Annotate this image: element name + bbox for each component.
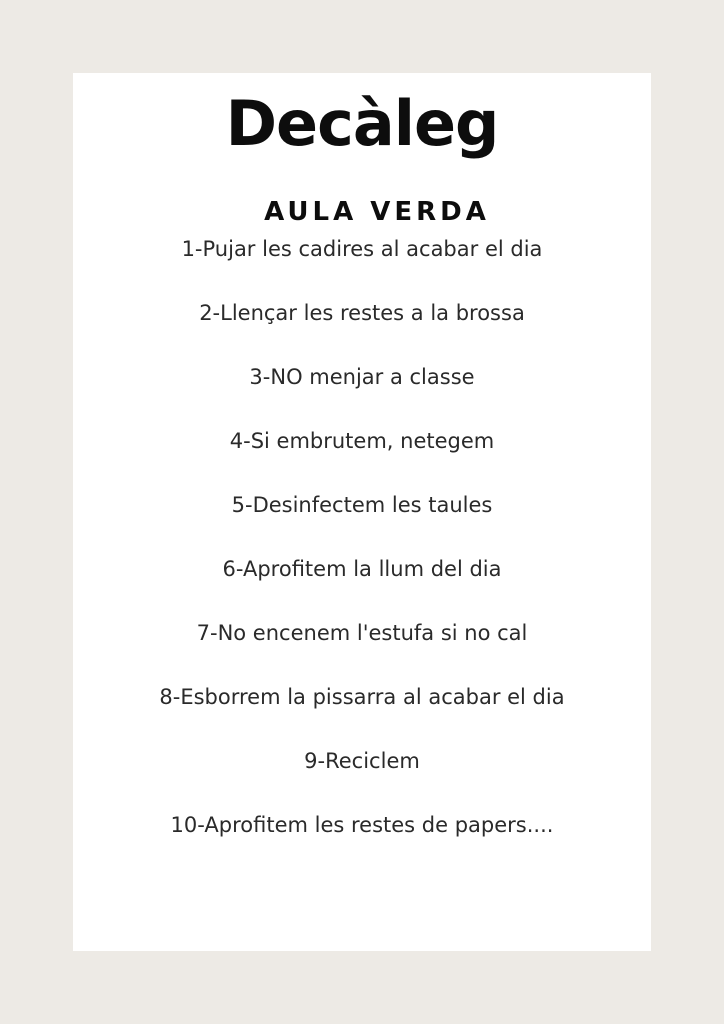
rule-item-6: 6-Aprofitem la llum del dia: [222, 557, 502, 581]
rule-item-7: 7-No encenem l'estufa si no cal: [196, 621, 528, 645]
poster-title: Decàleg: [225, 87, 499, 160]
poster-subtitle: AULA VERDA: [264, 197, 490, 227]
rule-item-2: 2-Llençar les restes a la brossa: [199, 301, 525, 325]
rule-item-4: 4-Si embrutem, netegem: [229, 429, 495, 453]
rule-item-8: 8-Esborrem la pissarra al acabar el dia: [159, 685, 565, 709]
rule-item-10: 10-Aprofitem les restes de papers....: [170, 813, 554, 837]
rule-item-3: 3-NO menjar a classe: [249, 365, 475, 389]
poster-sheet: [73, 73, 651, 951]
rule-item-5: 5-Desinfectem les taules: [231, 493, 493, 517]
rule-item-9: 9-Reciclem: [304, 749, 420, 773]
rules-list: [73, 233, 651, 873]
rule-item-1: 1-Pujar les cadires al acabar el dia: [181, 237, 543, 261]
